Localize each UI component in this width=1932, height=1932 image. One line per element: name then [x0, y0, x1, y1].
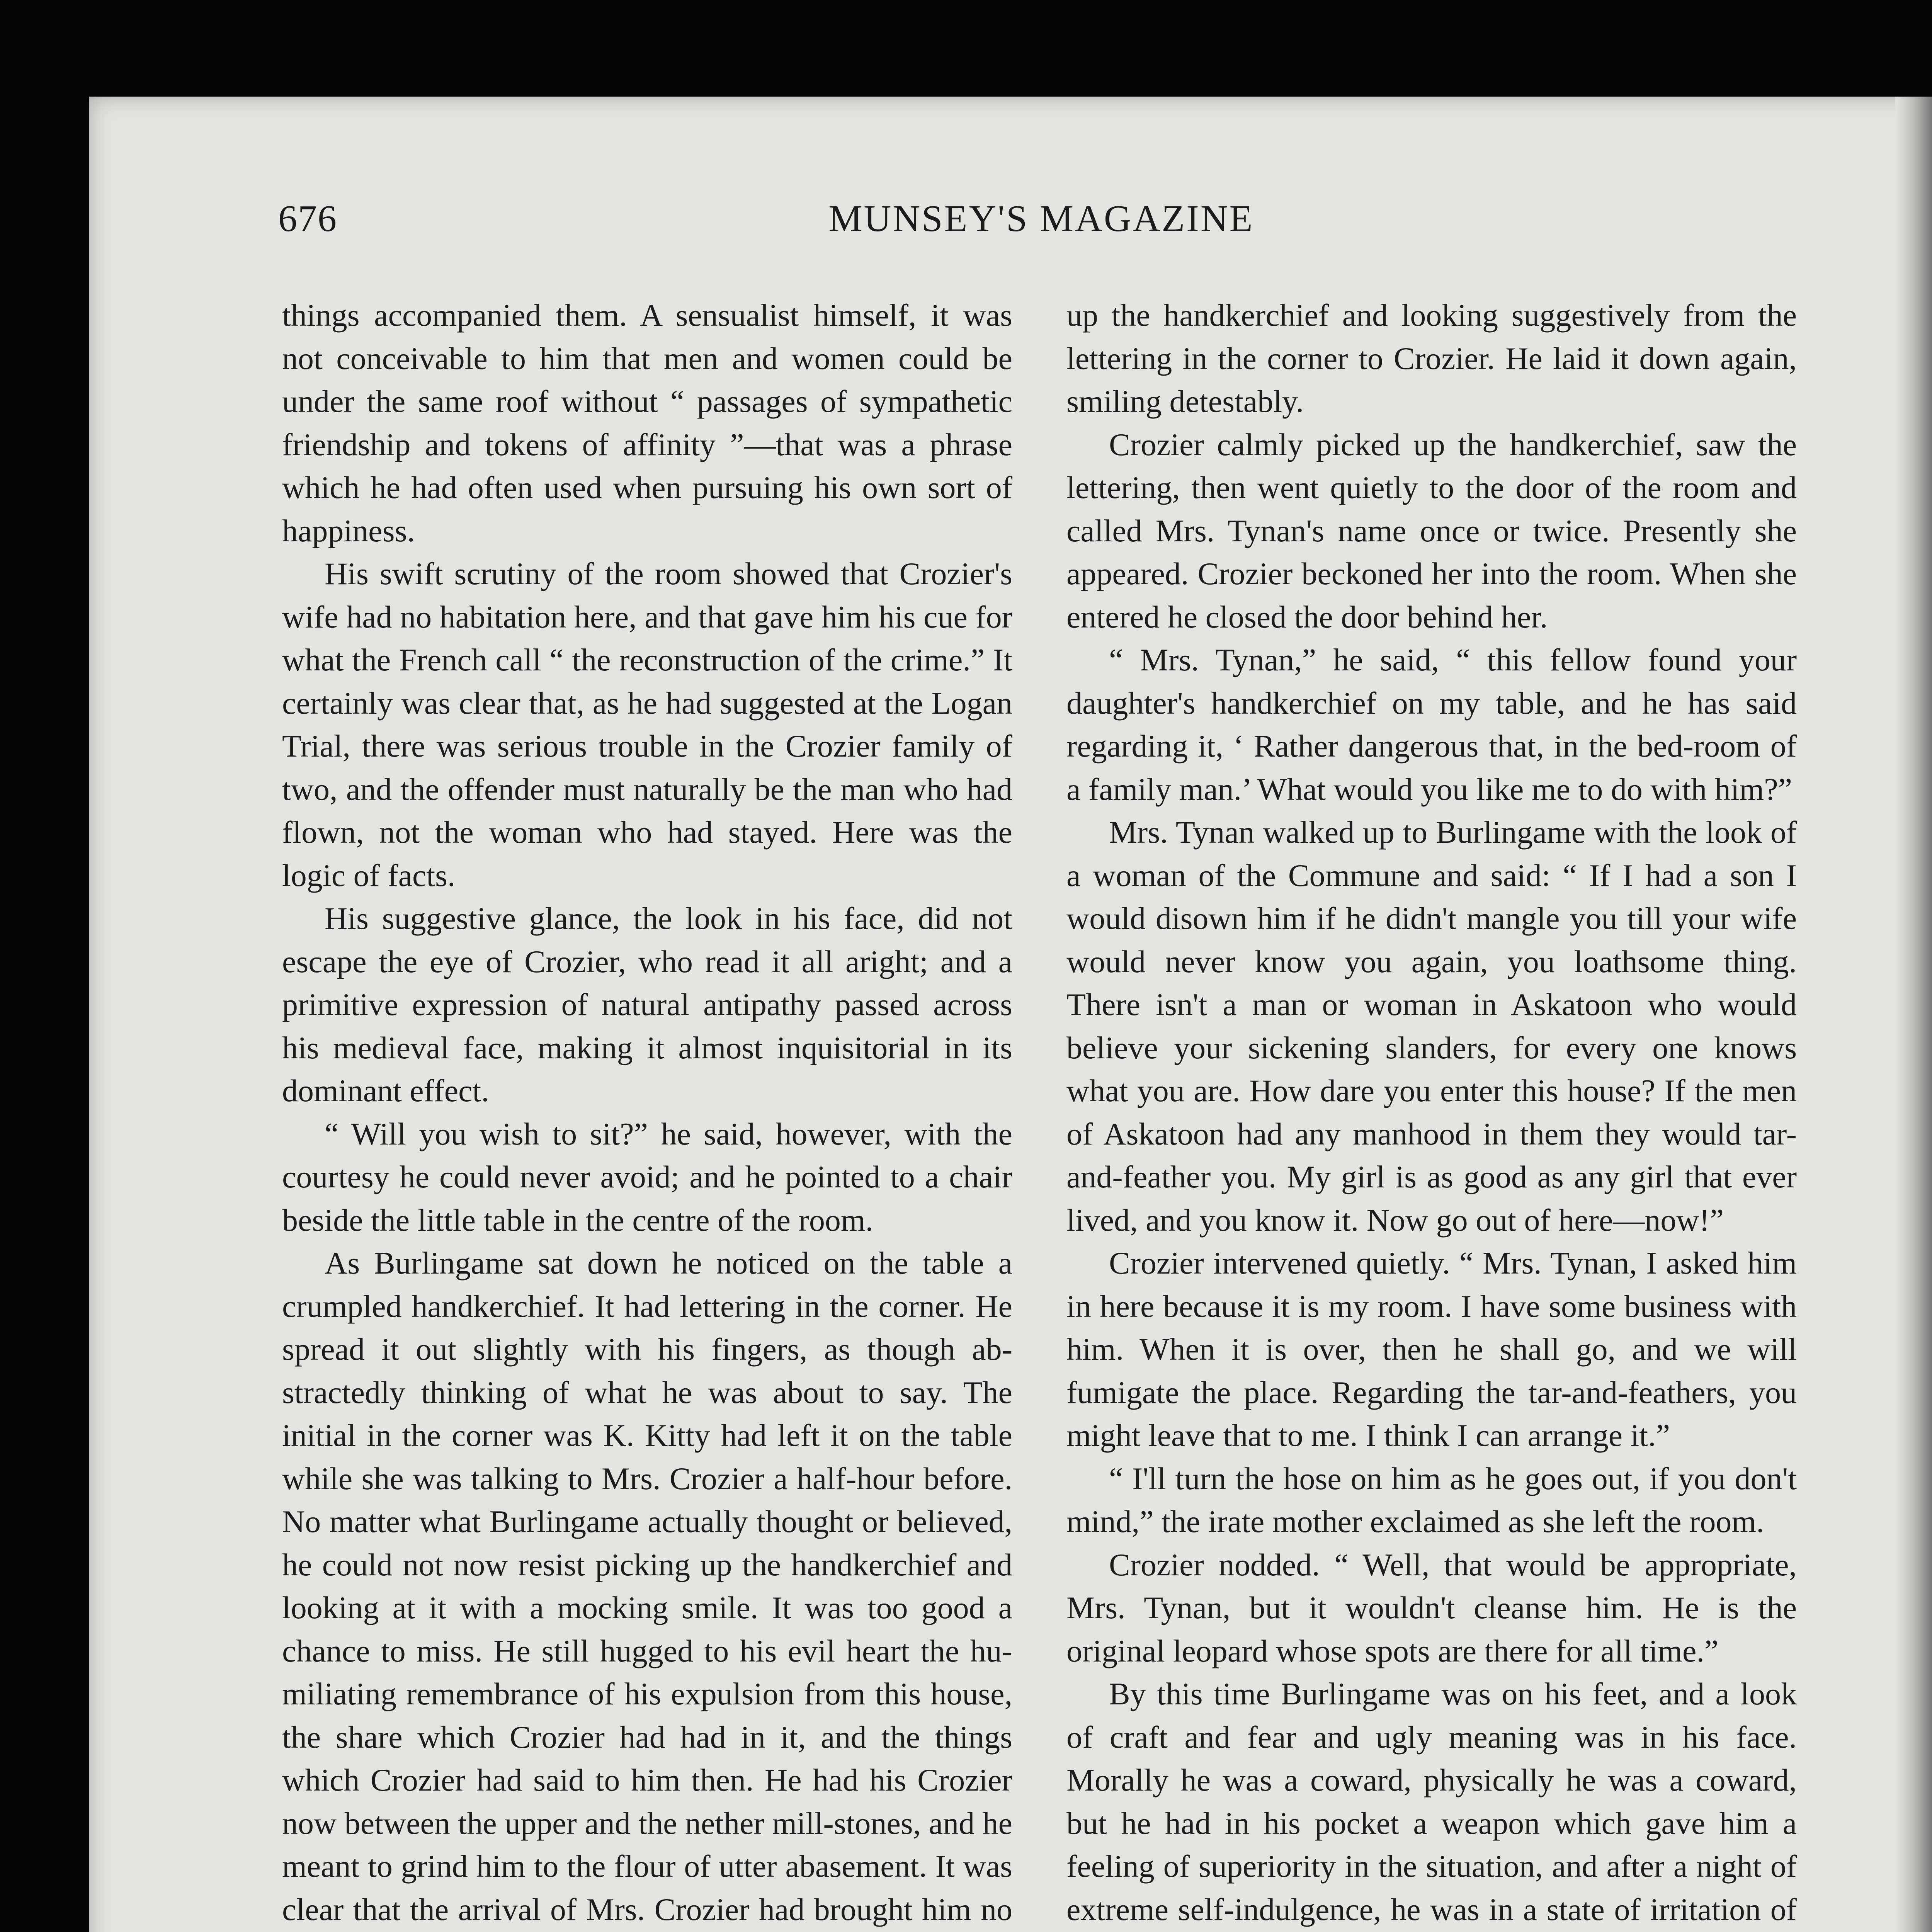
paragraph: His swift scrutiny of the room showed that Crozier's wife had no habitation here, and that gave him his cue for what the French call “ the reconstruction of the crime.” It certainly was clear that, as he had suggested at the Logan Trial, there was serious trouble in the Crozier family of two, and the offender must naturally be the man who had flown, not the woman who had stayed. Here was the logic of facts.	[282, 556, 1012, 893]
left-text-column	[282, 294, 1012, 1932]
paragraph: Crozier intervened quietly. “ Mrs. Tynan, I asked him in here because it is my room. I have some business with him. When it is over, then he shall go, and we will fumigate the place. Regarding the tar-and-feathers, you might leave that to me. I think I can arrange it.”	[1066, 1245, 1797, 1453]
paragraph: “ Will you wish to sit?” he said, however, with the courtesy he could never avoid; and he pointed to a chair beside the little table in the centre of the room.	[282, 1116, 1012, 1238]
paragraph: things accompanied them. A sensualist himself, it was not conceivable to him that men and women could be under the same roof without “ passages of sympathetic friendship and tokens of affinity ”—that was a phrase which he had often used when pursuing his own sort of happiness.	[282, 298, 1012, 548]
paragraph: Crozier calmly picked up the handkerchief, saw the lettering, then went quietly to the door of the room and called Mrs. Tynan's name once or twice. Presently she appeared. Crozier beckoned her into the room. When she entered he closed the door behind her.	[1066, 427, 1797, 634]
paragraph: By this time Burlingame was on his feet, and a look of craft and fear and ugly meaning was in his face. Morally he was a coward, physically he was a coward, but he had in his pocket a weapon which gave him a feeling of superiority in the situation, and after a night of extreme self-indulgence, he was in a state of irritation of	[1066, 1676, 1797, 1927]
paragraph: As Burlingame sat down he noticed on the table a crumpled handkerchief. It had lettering in the corner. He spread it out slightly with his fingers, as though abstractedly thinking of what he was about to say. The initial in the corner was K. Kitty had left it on the table while she was talking to Mrs. Crozier a half-hour before. No matter what Burlingame actually thought or believed, he could not now resist picking up the handkerchief and looking at it with a mocking smile. It was too good a chance to miss. He still hugged to his evil heart the humiliating remembrance of his expulsion from this house, the share which Crozier had had in it, and the things which Crozier had said to him then. He had his Crozier now between the upper and the nether mill-stones, and he meant to grind him to the flour of utter abasement. It was clear that the arrival of Mrs. Crozier had brought him no	[282, 1245, 1012, 1927]
right-text-column	[1066, 294, 1797, 1932]
running-title: MUNSEY'S MAGAZINE	[828, 198, 1254, 240]
page-header	[278, 197, 1804, 255]
paragraph: “ Mrs. Tynan,” he said, “ this fellow found your daughter's handkerchief on my table, and he has said regarding it, ‘ Rather dangerous that, in the bed-room of a family man.’ What would you like me to do with him?”	[1066, 642, 1797, 807]
page-number: 676	[278, 198, 337, 240]
paragraph: His suggestive glance, the look in his face, did not escape the eye of Crozier, who read it all aright; and a primitive expression of natural antipathy passed across his medieval face, making it almost inquisitorial in its dominant effect.	[282, 901, 1012, 1108]
paragraph: Crozier nodded. “ Well, that would be appropriate, Mrs. Tynan, but it wouldn't cleanse him. He is the original leopard whose spots are there for all time.”	[1066, 1547, 1797, 1668]
page-gutter	[1895, 97, 1932, 1932]
paragraph: Mrs. Tynan walked up to Burlingame with the look of a woman of the Commune and said: “ If I had a son I would disown him if he didn't mangle you till your wife would never know you again, you loathsome thing. There isn't a man or woman in Askatoon who would believe your sickening slanders, for every one knows what you are. How dare you enter this house? If the men of Askatoon had any manhood in them they would tar-and-feather you. My girl is as good as any girl that ever lived, and you know it. Now go out of here—now!”	[1066, 815, 1797, 1238]
paragraph: up the handkerchief and looking suggestively from the lettering in the corner to Crozier. He laid it down again, smiling detestably.	[1066, 298, 1797, 419]
paragraph: “ I'll turn the hose on him as he goes out, if you don't mind,” the irate mother exclaimed as she left the room.	[1066, 1461, 1797, 1539]
